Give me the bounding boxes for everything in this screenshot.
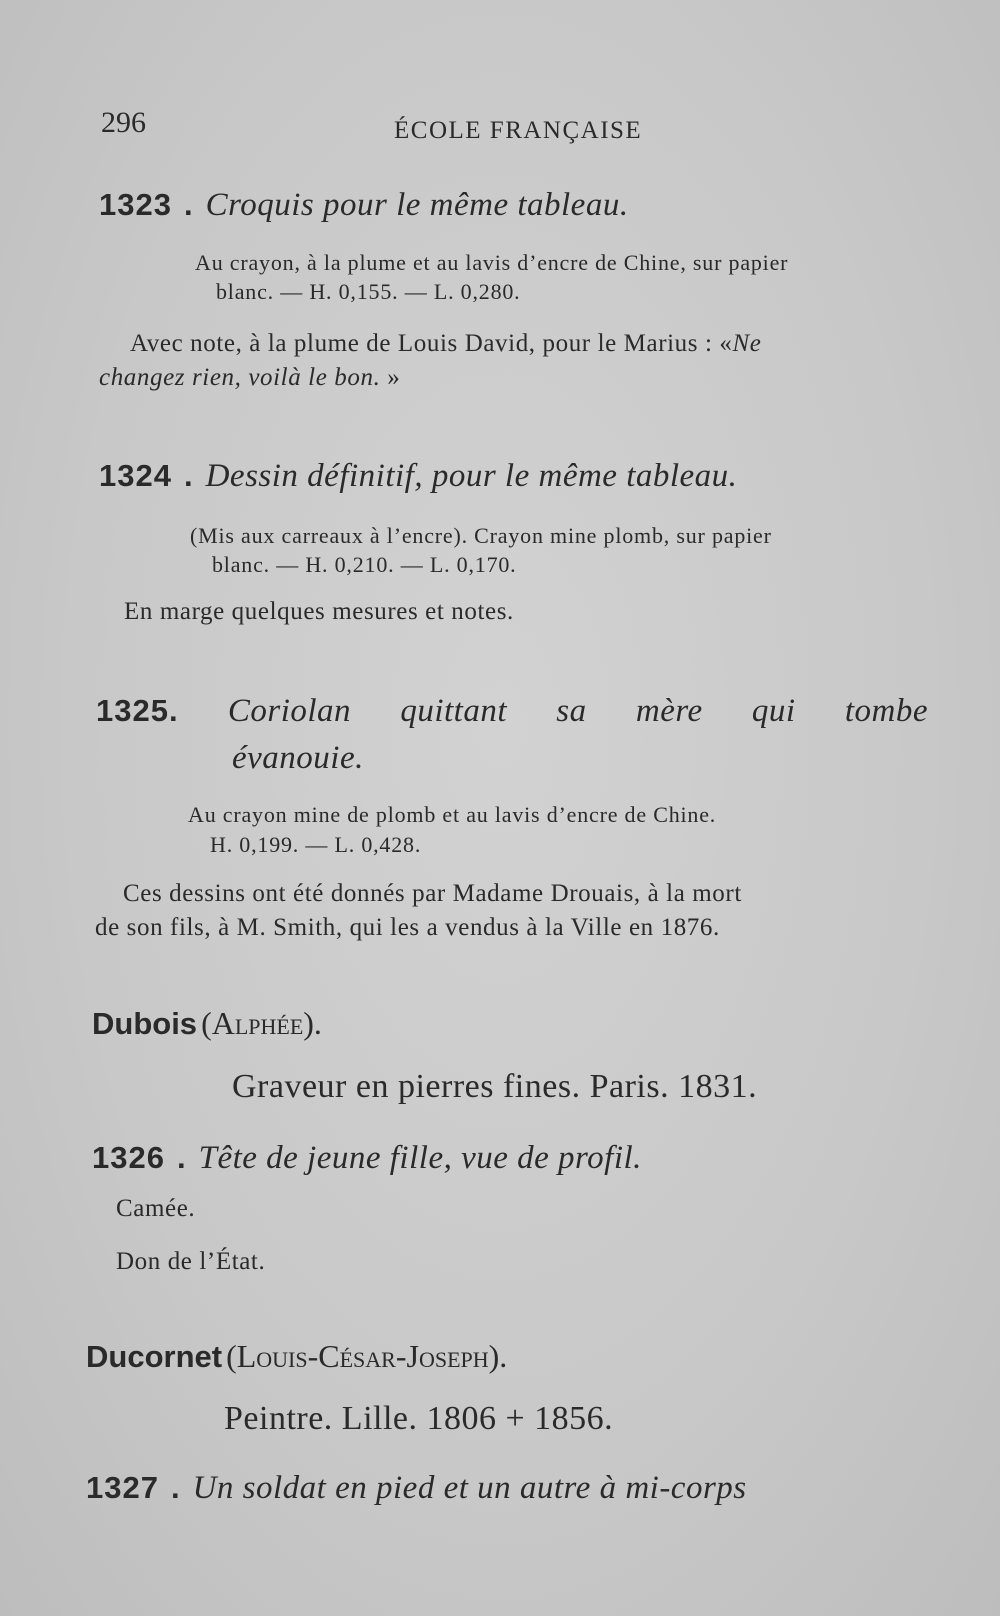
entry-number: 1326 <box>92 1140 165 1175</box>
entry-1323-note-line-2 <box>99 364 400 392</box>
entry-1327-heading <box>86 1470 747 1507</box>
page-number: 296 <box>101 106 146 139</box>
note-close-quote: » <box>380 364 401 391</box>
number-dot: . <box>170 1470 181 1505</box>
entry-1325-note-line-2: de son fils, à M. Smith, qui les a vendus à la Ville en 1876. <box>95 914 720 941</box>
artist-dubois-description: Graveur en pierres fines. Paris. 1831. <box>232 1068 758 1105</box>
title-word: qui <box>751 693 796 729</box>
entry-1325-heading <box>96 693 928 730</box>
entry-1326-line-1: Camée. <box>116 1195 196 1222</box>
title-word: Coriolan <box>227 693 352 729</box>
entry-1323-technique-line-2: blanc. — H. 0,155. — L. 0,280. <box>216 279 521 304</box>
entry-title: Tête de jeune fille, vue de profil. <box>198 1140 642 1176</box>
number-dot: . <box>183 187 194 222</box>
title-word: quittant <box>400 693 508 729</box>
entry-1324-heading <box>99 458 737 495</box>
entry-title: Un soldat en pied et un autre à mi-corps <box>192 1470 747 1506</box>
number-dot: . <box>183 458 194 493</box>
entry-number: 1325. <box>96 693 179 728</box>
artist-surname: Ducornet <box>86 1339 223 1374</box>
number-dot: . <box>176 1140 187 1175</box>
entry-1325-technique-line-2: H. 0,199. — L. 0,428. <box>210 832 422 857</box>
entry-1324-note: En marge quelques mesures et notes. <box>124 598 514 625</box>
entry-number: 1323 <box>99 187 172 222</box>
entry-1323-technique-line-1: Au crayon, à la plume et au lavis d’encre de Chine, sur papier <box>195 250 789 275</box>
entry-1325-technique-line-1: Au crayon mine de plomb et au lavis d’encre de Chine. <box>188 802 717 827</box>
entry-1325-note-line-1: Ces dessins ont été donnés par Madame Drouais, à la mort <box>123 880 742 907</box>
entry-1323-note-line-1 <box>130 330 761 358</box>
note-quote: changez rien, voilà le bon. <box>99 364 381 391</box>
artist-surname: Dubois <box>92 1006 198 1041</box>
entry-1326-heading <box>92 1140 642 1177</box>
entry-title: Croquis pour le même tableau. <box>205 187 629 223</box>
note-quote: Ne <box>732 330 762 357</box>
note-text: Avec note, à la plume de Louis David, pour le Marius : « <box>130 330 733 357</box>
artist-given-names: (Louis-César-Joseph). <box>226 1338 508 1374</box>
artist-dubois-heading <box>92 1005 322 1042</box>
title-word: tombe <box>844 693 928 729</box>
entry-1325-title-line-2: évanouie. <box>232 740 364 776</box>
entry-number: 1327 <box>86 1470 159 1505</box>
entry-1326-line-2: Don de l’État. <box>116 1248 266 1275</box>
artist-given-names: (Alphée). <box>201 1005 322 1041</box>
entry-1324-technique-line-2: blanc. — H. 0,210. — L. 0,170. <box>212 552 517 577</box>
entry-number: 1324 <box>99 458 172 493</box>
title-word: sa <box>556 693 587 729</box>
artist-ducornet-description: Peintre. Lille. 1806 + 1856. <box>224 1400 614 1437</box>
entry-1324-technique-line-1: (Mis aux carreaux à l’encre). Crayon mine plomb, sur papier <box>190 523 772 548</box>
artist-ducornet-heading <box>86 1338 507 1375</box>
entry-1325-title-line-1 <box>96 693 928 730</box>
running-title: ÉCOLE FRANÇAISE <box>394 117 643 144</box>
entry-1323-heading <box>99 187 629 224</box>
title-word: mère <box>635 693 703 729</box>
entry-title: Dessin définitif, pour le même tableau. <box>205 458 738 494</box>
